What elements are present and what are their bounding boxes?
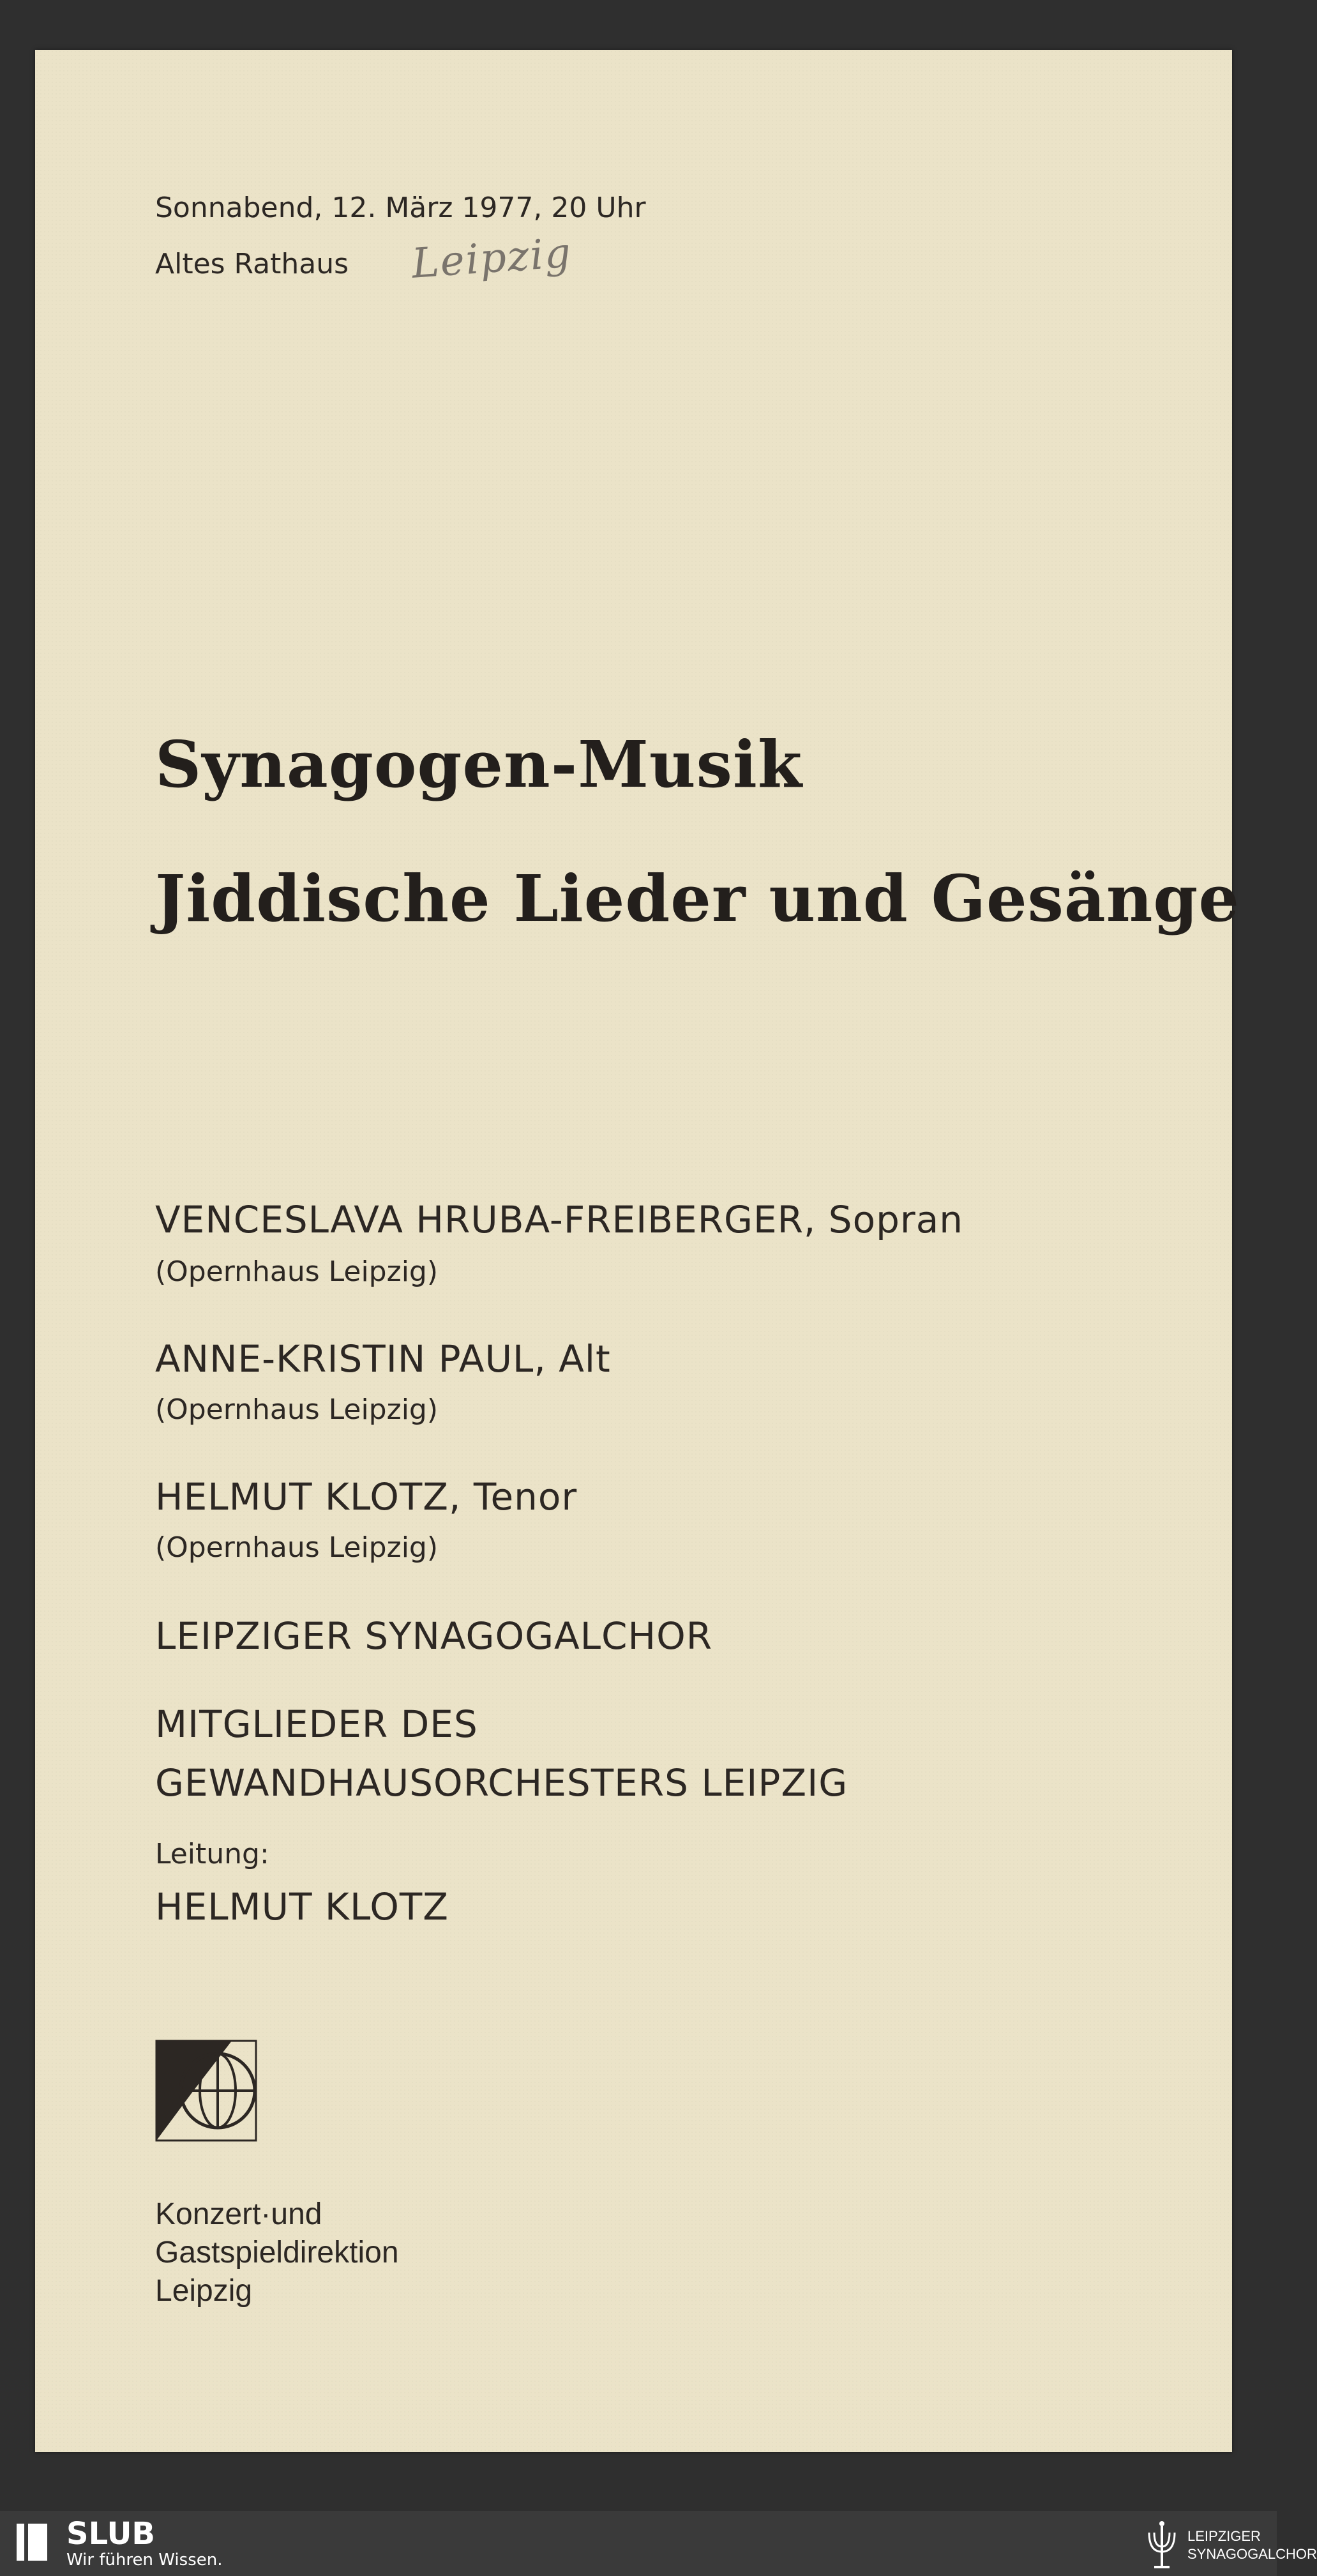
handwritten-note: Leipzig bbox=[410, 229, 574, 288]
director-name: HELMUT KLOTZ bbox=[155, 1885, 449, 1928]
publisher-line-2: Gastspieldirektion bbox=[155, 2236, 399, 2269]
menorah-icon bbox=[1144, 2520, 1180, 2571]
library-tagline: Wir führen Wissen. bbox=[66, 2550, 223, 2570]
choir-logo-text bbox=[1187, 2527, 1317, 2563]
orchestra-line-2: GEWANDHAUSORCHESTERS LEIPZIG bbox=[155, 1761, 848, 1805]
choir-logo-line-2: SYNAGOGALCHOR bbox=[1187, 2546, 1317, 2562]
performer-affiliation: (Opernhaus Leipzig) bbox=[155, 1393, 439, 1426]
direction-label: Leitung: bbox=[155, 1838, 269, 1870]
title-line-1: Synagogen-Musik bbox=[155, 727, 803, 802]
performer-affiliation: (Opernhaus Leipzig) bbox=[155, 1531, 439, 1564]
orchestra-line-1: MITGLIEDER DES bbox=[155, 1702, 478, 1746]
footer-bar bbox=[0, 2511, 1317, 2576]
book-icon bbox=[15, 2522, 49, 2562]
venue: Altes Rathaus bbox=[155, 248, 349, 280]
publisher-name bbox=[155, 2195, 399, 2310]
program-sheet bbox=[35, 50, 1240, 2452]
performer-name: ANNE-KRISTIN PAUL, Alt bbox=[155, 1337, 611, 1381]
choir-name: LEIPZIGER SYNAGOGALCHOR bbox=[155, 1614, 713, 1658]
publisher-line-1: Konzert·und bbox=[155, 2197, 322, 2231]
publisher-line-3: Leipzig bbox=[155, 2274, 253, 2308]
performer-affiliation: (Opernhaus Leipzig) bbox=[155, 1255, 439, 1288]
performer-name: HELMUT KLOTZ, Tenor bbox=[155, 1475, 578, 1519]
title-line-2: Jiddische Lieder und Gesänge bbox=[155, 861, 1240, 936]
choir-logo-line-1: LEIPZIGER bbox=[1187, 2528, 1261, 2544]
library-name: SLUB bbox=[66, 2516, 156, 2552]
performer-name: VENCESLAVA HRUBA-FREIBERGER, Sopran bbox=[155, 1198, 964, 1241]
globe-diamond-logo-icon bbox=[155, 2040, 257, 2142]
date-line: Sonnabend, 12. März 1977, 20 Uhr bbox=[155, 192, 646, 224]
